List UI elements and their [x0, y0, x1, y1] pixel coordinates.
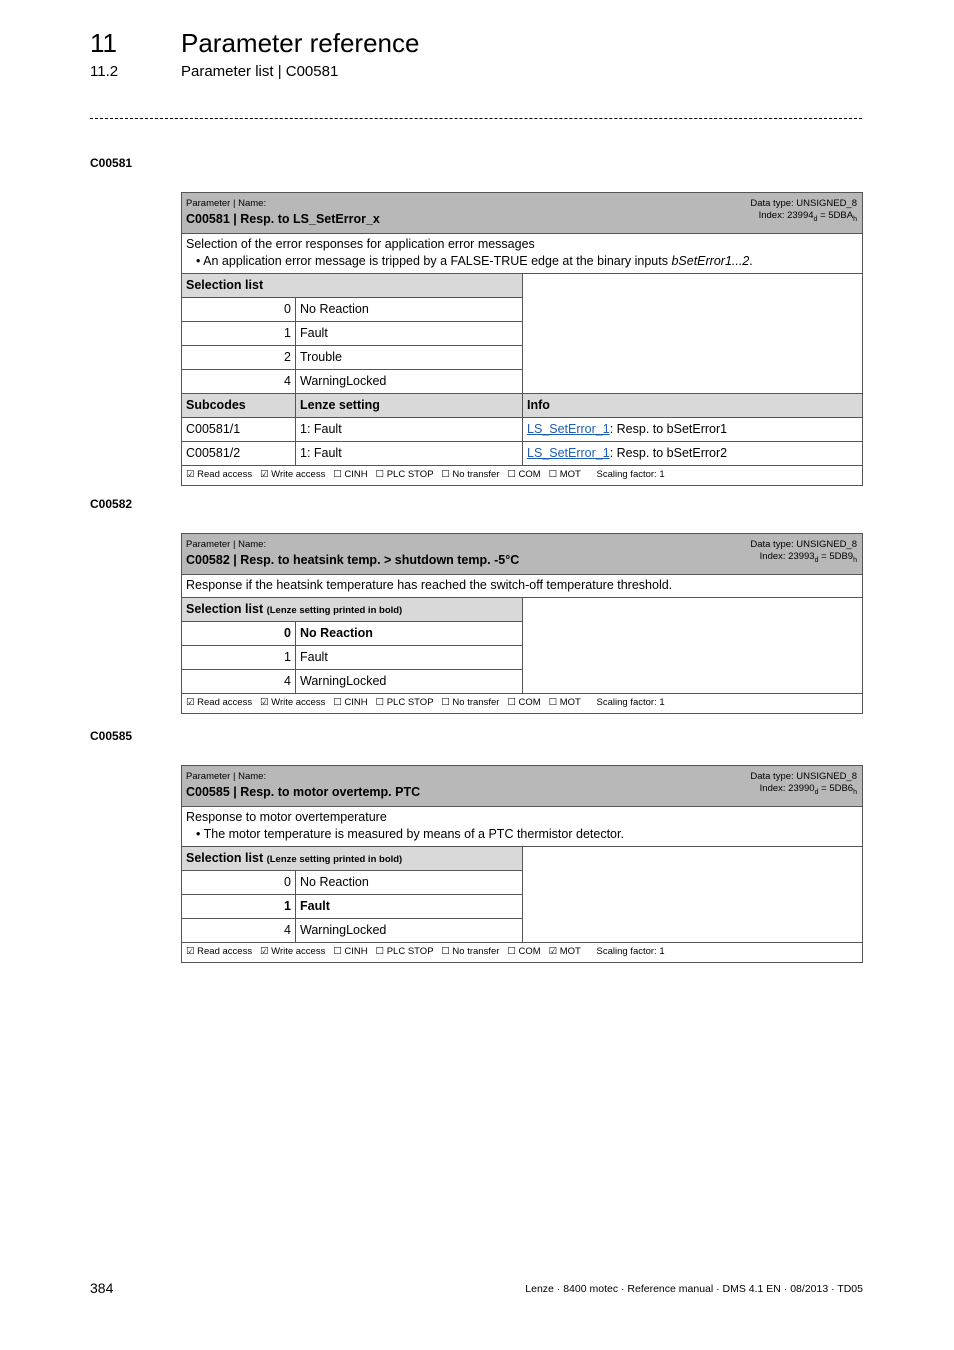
section-heading: C00585 [90, 729, 133, 743]
parameter-header [182, 193, 862, 234]
selection-row: 4 WarningLocked [182, 919, 522, 942]
selection-row: 1 Fault [182, 322, 522, 346]
selection-grid [182, 598, 862, 694]
description-text: Selection of the error responses for application error messages [186, 237, 535, 251]
selection-row: 1 Fault [182, 646, 522, 670]
param-title: C00585 | Resp. to motor overtemp. PTC [186, 785, 421, 799]
access-footer: ☑ Read access ☑ Write access ☐ CINH ☐ PLC STOP ☐ No transfer ☐ COM ☐ MOT Scaling factor: 1 [186, 469, 665, 480]
selection-row: 2 Trouble [182, 346, 522, 370]
chapter-number: 11 [90, 28, 117, 58]
page-number: 384 [90, 1280, 114, 1296]
document-info: Lenze · 8400 motec · Reference manual · DMS 4.1 EN · 08/2013 · TD05 [525, 1283, 863, 1295]
parameter-header [182, 534, 862, 575]
description [182, 807, 862, 847]
description [182, 234, 862, 274]
selection-row: 4 WarningLocked [182, 670, 522, 693]
ls-seterror-link[interactable]: LS_SetError_1 [527, 446, 610, 460]
selection-grid [182, 274, 862, 394]
selection-list-header: Selection list [182, 274, 522, 298]
parameter-table [181, 533, 863, 714]
selection-row: 0 No Reaction [182, 871, 522, 895]
header-divider [90, 118, 862, 119]
description-text: Response if the heatsink temperature has reached the switch-off temperature threshold. [186, 578, 673, 592]
access-footer: ☑ Read access ☑ Write access ☐ CINH ☐ PLC STOP ☐ No transfer ☐ COM ☐ MOT Scaling factor: 1 [186, 697, 665, 708]
parameter-table [181, 192, 863, 486]
description-bullet: • The motor temperature is measured by means of a PTC thermistor detector. [196, 827, 624, 841]
section-title: Parameter list | C00581 [181, 63, 339, 80]
parameter-table [181, 765, 863, 963]
description-bullet: • An application error message is tripped by a FALSE-TRUE edge at the binary inputs bSetError1...2. [196, 254, 753, 268]
param-title: C00582 | Resp. to heatsink temp. > shutdown temp. -5°C [186, 553, 520, 567]
selection-row: 1 Fault [182, 895, 522, 919]
chapter-title: Parameter reference [181, 28, 420, 58]
section-heading: C00582 [90, 497, 133, 511]
data-type: Data type: UNSIGNED_8 [750, 539, 857, 550]
index: Index: $23993_d = 5DB9_h$ [759, 551, 857, 564]
parameter-header [182, 766, 862, 807]
description-text: Response to motor overtemperature [186, 810, 387, 824]
ls-seterror-link[interactable]: LS_SetError_1 [527, 422, 610, 436]
param-label: Parameter | Name: [186, 771, 267, 782]
selection-list-header: Selection list (Lenze setting printed in bold) [182, 847, 522, 871]
subcode-row: C00581/1 1: Fault LS_SetError_1: Resp. to bSetError1 [182, 418, 862, 442]
selection-list [182, 274, 523, 393]
param-label: Parameter | Name: [186, 198, 267, 209]
subcode-row: C00581/2 1: Fault LS_SetError_1: Resp. to bSetError2 [182, 442, 862, 466]
description [182, 575, 862, 598]
selection-row: 0 No Reaction [182, 298, 522, 322]
data-type: Data type: UNSIGNED_8 [750, 771, 857, 782]
access-footer: ☑ Read access ☑ Write access ☐ CINH ☐ PLC STOP ☐ No transfer ☐ COM ☑ MOT Scaling factor: 1 [186, 946, 665, 957]
section-heading: C00581 [90, 156, 133, 170]
subcodes-header: Subcodes Lenze setting Info [182, 394, 862, 418]
selection-row: 4 WarningLocked [182, 370, 522, 393]
section-number: 11.2 [90, 63, 119, 80]
selection-list [182, 847, 523, 942]
param-title: C00581 | Resp. to LS_SetError_x [186, 212, 380, 226]
param-label: Parameter | Name: [186, 539, 267, 550]
selection-list [182, 598, 523, 693]
selection-grid [182, 847, 862, 943]
index: Index: $23990_d = 5DB6_h$ [759, 783, 857, 796]
index: Index: $23994_d = 5DBA_h$ [758, 210, 857, 223]
data-type: Data type: UNSIGNED_8 [750, 198, 857, 209]
selection-row: 0 No Reaction [182, 622, 522, 646]
selection-list-header: Selection list (Lenze setting printed in bold) [182, 598, 522, 622]
